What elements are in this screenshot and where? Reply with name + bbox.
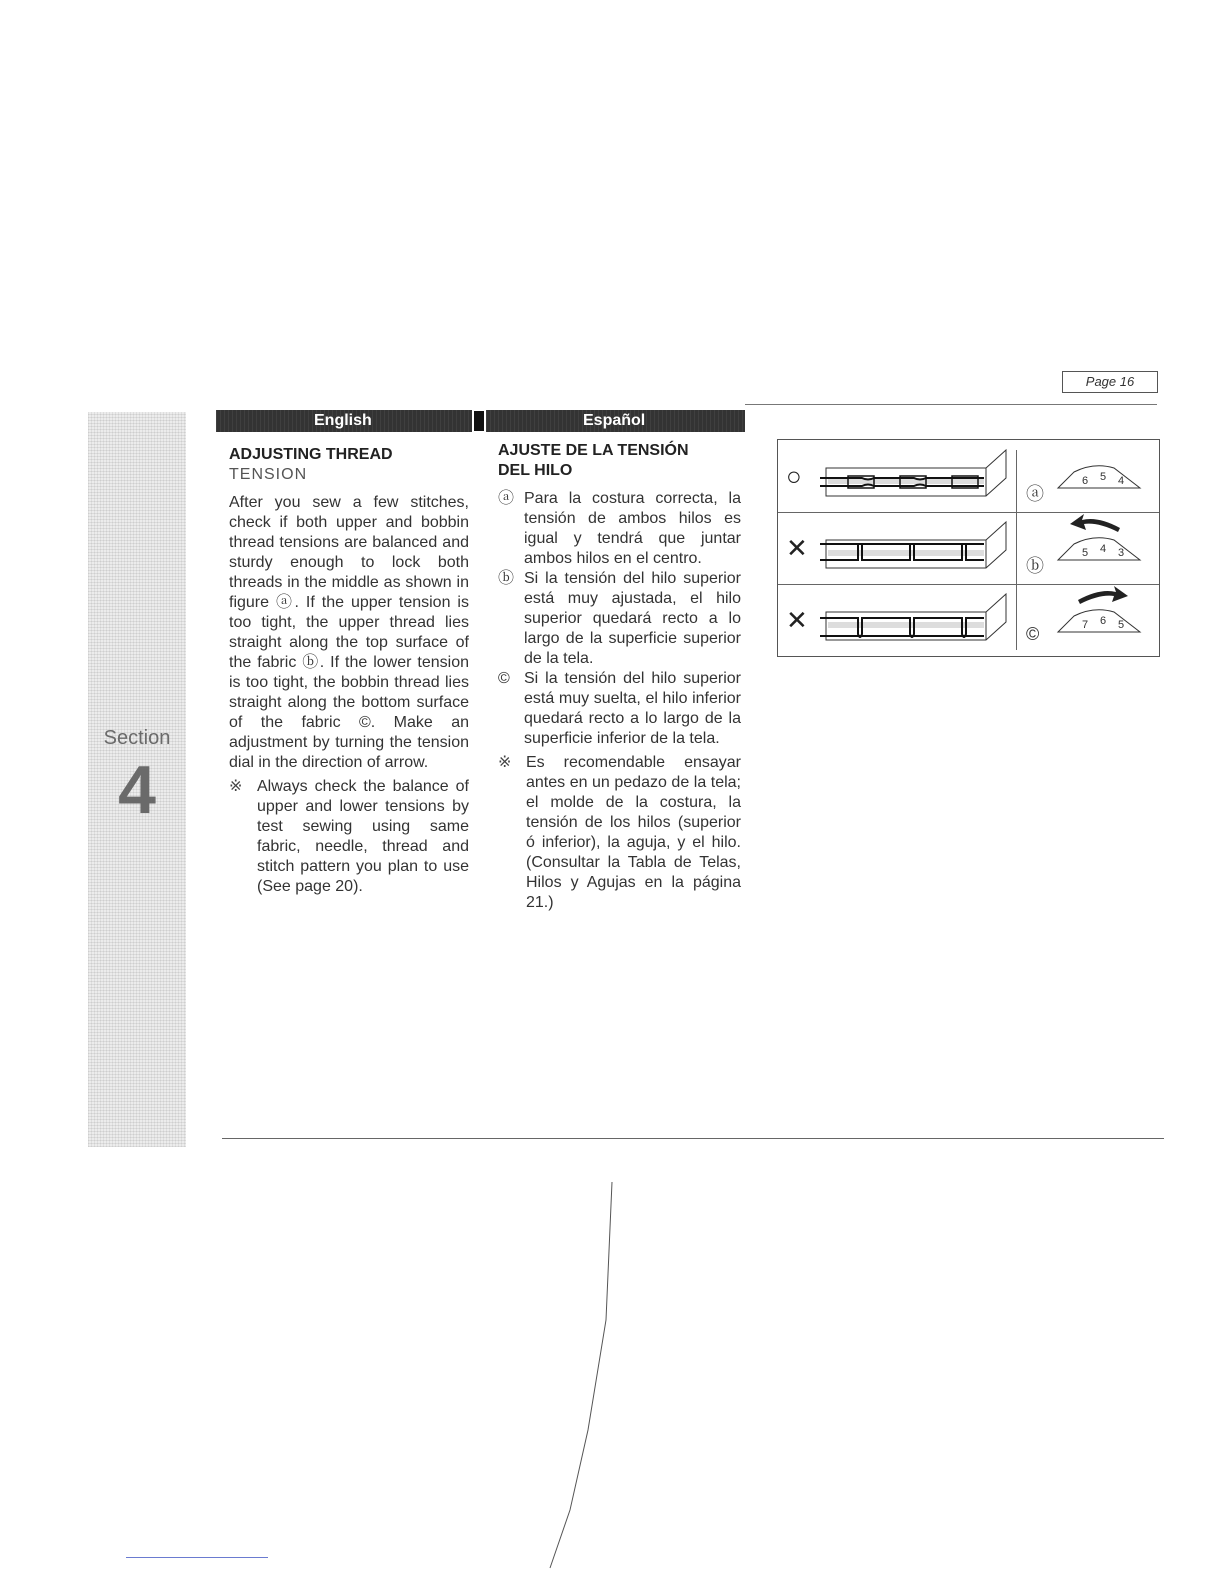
dial-number: 6 <box>1100 615 1107 627</box>
fabric-stitch-upper-tight-icon <box>818 520 1008 578</box>
figure-row-c <box>778 584 1159 656</box>
section-label: Section <box>103 727 171 749</box>
dial-number: 3 <box>1118 547 1125 559</box>
tension-dial-icon <box>1054 602 1144 638</box>
spanish-heading-line1: AJUSTE DE LA TENSIÓN <box>498 442 689 459</box>
fabric-stitch-balanced-icon <box>818 448 1008 506</box>
dial-number: 5 <box>1082 547 1089 559</box>
arrow-left-icon <box>1068 512 1124 534</box>
spanish-item-list <box>498 489 741 749</box>
language-separator-mark <box>474 411 484 431</box>
figure-row-a <box>778 440 1159 512</box>
list-item <box>498 489 741 569</box>
top-rule <box>745 404 1157 405</box>
footer-rule <box>126 1557 268 1558</box>
language-bar-spanish <box>486 410 745 432</box>
tension-dial-icon <box>1054 530 1144 566</box>
tension-figure <box>777 439 1160 657</box>
figure-label-a: ⓐ <box>1026 484 1044 504</box>
item-marker: ⓑ <box>498 570 515 587</box>
figure-row-b <box>778 512 1159 584</box>
figure-label-c: © <box>1026 624 1040 644</box>
note-asterisk-icon: ※ <box>229 778 243 795</box>
item-text: Para la costura correcta, la tensión de ambos hilos es igual y tendrá que juntar ambos hilos en el centro. <box>524 490 741 567</box>
language-label-spanish: Español <box>583 412 646 429</box>
correct-circle-icon: ○ <box>786 461 802 491</box>
fabric-stitch-upper-loose-icon <box>818 592 1008 650</box>
scan-artifact-line <box>548 1180 618 1570</box>
spanish-note <box>498 753 741 913</box>
language-label-english: English <box>314 412 372 429</box>
spanish-heading <box>498 441 741 481</box>
english-heading-line2: TENSION <box>229 466 308 483</box>
arrow-right-icon <box>1074 584 1130 606</box>
incorrect-cross-icon: ✕ <box>786 533 808 563</box>
dial-number: 6 <box>1082 475 1089 487</box>
english-column <box>229 445 469 897</box>
item-marker: © <box>498 670 510 687</box>
spanish-heading-line2: DEL HILO <box>498 462 573 479</box>
dial-number: 7 <box>1082 619 1089 631</box>
bottom-rule <box>222 1138 1164 1139</box>
english-note-text: Always check the balance of upper and lower tensions by test sewing using same fabric, needle, thread and stitch pattern you plan to use (See page 20). <box>257 778 469 895</box>
list-item <box>498 569 741 669</box>
page-number-box: Page 16 <box>1062 371 1158 393</box>
list-item <box>498 669 741 749</box>
item-text: Si la tensión del hilo superior está muy ajustada, el hilo superior quedará recto a lo largo de la superficie superior de la tela. <box>524 570 741 667</box>
english-body: After you sew a few stitches, check if both upper and bobbin thread tensions are balanced and sturdy enough to lock both threads in the middle as shown in figure ⓐ. If the upper tension is too tight, the upper thread lies straight along the top surface of the fabric ⓑ. If the lower tension is too tight, the bobbin thread lies straight along the bottom surface of the fabric ©. Make an adjustment by turning the tension dial in the direction of arrow. <box>229 494 469 771</box>
english-note <box>229 777 469 897</box>
tension-dial-icon <box>1054 458 1144 494</box>
incorrect-cross-icon: ✕ <box>786 605 808 635</box>
dial-number: 4 <box>1100 543 1107 555</box>
english-heading-line1: ADJUSTING THREAD <box>229 446 393 463</box>
item-text: Si la tensión del hilo superior está muy suelta, el hilo inferior quedará recto a lo largo de la superficie inferior de la tela. <box>524 670 741 747</box>
dial-number: 5 <box>1100 471 1107 483</box>
figure-label-b: ⓑ <box>1026 556 1044 576</box>
dial-number: 5 <box>1118 619 1125 631</box>
item-marker: ⓐ <box>498 490 515 507</box>
english-heading <box>229 445 469 485</box>
language-bar-english <box>216 410 472 432</box>
dial-number: 4 <box>1118 475 1125 487</box>
spanish-note-text: Es recomendable ensayar antes en un pedazo de la tela; el molde de la costura, la tensión de los hilos (superior ó inferior), la aguja, y el hilo. (Consultar la Tabla de Telas, Hilos y Agujas en la página 21.) <box>526 754 741 911</box>
note-asterisk-icon: ※ <box>498 754 512 771</box>
section-number: 4 <box>118 752 156 828</box>
spanish-column <box>498 441 741 913</box>
